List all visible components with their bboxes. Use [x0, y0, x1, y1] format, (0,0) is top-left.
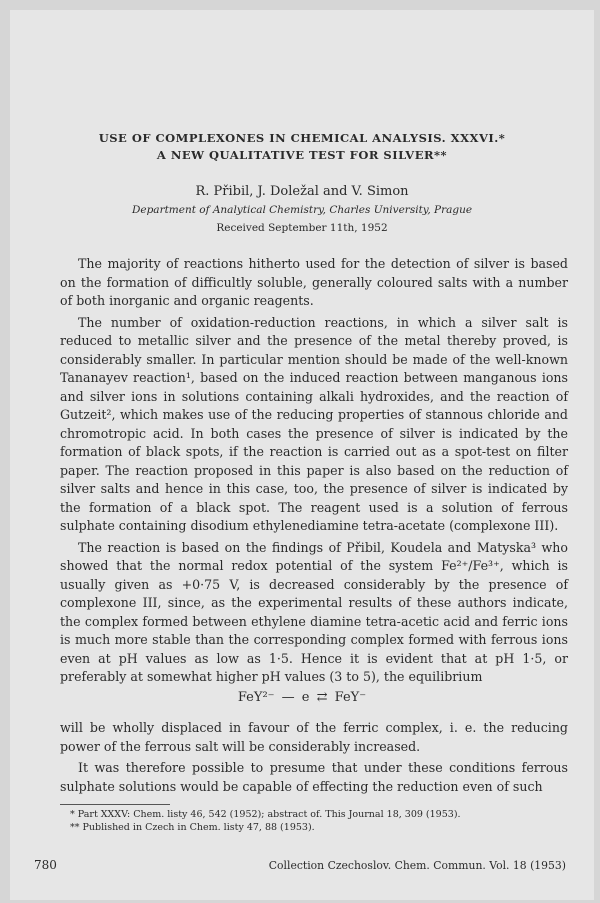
paragraph: The number of oxidation-reduction reactions, in which a silver salt is reduced to metallic silver and the presence of the metal thereby proved, is considerably smaller. In particular mention should be made of the well-known Tananayev reaction¹, based on the induced reaction between manganous ions and silver ions in solutions containing alkali hydroxides, and the reaction of Gutzeit², which makes use of the reducing properties of stannous chloride and chromotropic acid. In both cases the presence of silver is indicated by the formation of black spots, if the reaction is carried out as a spot-test on filter paper. The reaction proposed in this paper is also based on the reduction of silver salts and hence in this case, too, the presence of silver is indicated by the formation of a black spot. The reagent used is a solution of ferrous sulphate containing disodium ethylenediamine tetra-acetate (complexone III). [60, 314, 568, 533]
body-text [60, 255, 568, 687]
paragraph: The reaction is based on the findings of Přibil, Koudela and Matyska³ who showed that the normal redox potential of the system Fe²⁺/Fe³⁺, which is usually given as +0·75 V, is decreased considerably by the presence of complexone III, since, as the experimental results of these authors indicate, the complex formed between ethylene diamine tetra-acetic acid and ferric ions is much more stable than the corresponding complex formed with ferrous ions even at pH values as low as 1·5. Hence it is evident that at pH 1·5, or preferably at somewhat higher pH values (3 to 5), the equilibrium [60, 539, 568, 684]
footnote-divider [60, 804, 170, 805]
paragraph: The majority of reactions hitherto used for the detection of silver is based on the formation of difficultly soluble, generally coloured salts with a number of both inorganic and organic reagents. [60, 256, 568, 308]
authors: R. Přibil, J. Doležal and V. Simon [195, 184, 409, 199]
body-text-continued [60, 719, 568, 796]
paragraph: will be wholly displaced in favour of the ferric complex, i. e. the reducing power of the ferrous salt will be considerably increased. [60, 720, 568, 754]
footnote: ** Published in Czech in Chem. listy 47, 88 (1953). [70, 822, 315, 833]
footnotes [60, 808, 568, 834]
footnote: * Part XXXV: Chem. listy 46, 542 (1952); abstract of. This Journal 18, 309 (1953). [70, 809, 461, 820]
journal-citation: Collection Czechoslov. Chem. Commun. Vol. 18 (1953) [268, 859, 566, 872]
paper-page [10, 10, 594, 900]
paper-title-line-1: USE OF COMPLEXONES IN CHEMICAL ANALYSIS. XXXVI.* [98, 131, 506, 145]
equilibrium-formula: FeY²⁻ — e ⇄ FeY⁻ [237, 690, 367, 705]
paper-title-line-2: A NEW QUALITATIVE TEST FOR SILVER** [156, 148, 448, 162]
received-date: Received September 11th, 1952 [216, 222, 388, 234]
department: Department of Analytical Chemistry, Charles University, Prague [131, 204, 473, 216]
paragraph: It was therefore possible to presume that under these conditions ferrous sulphate solutions would be capable of effecting the reduction even of such [60, 760, 568, 794]
page-number: 780 [34, 858, 57, 872]
